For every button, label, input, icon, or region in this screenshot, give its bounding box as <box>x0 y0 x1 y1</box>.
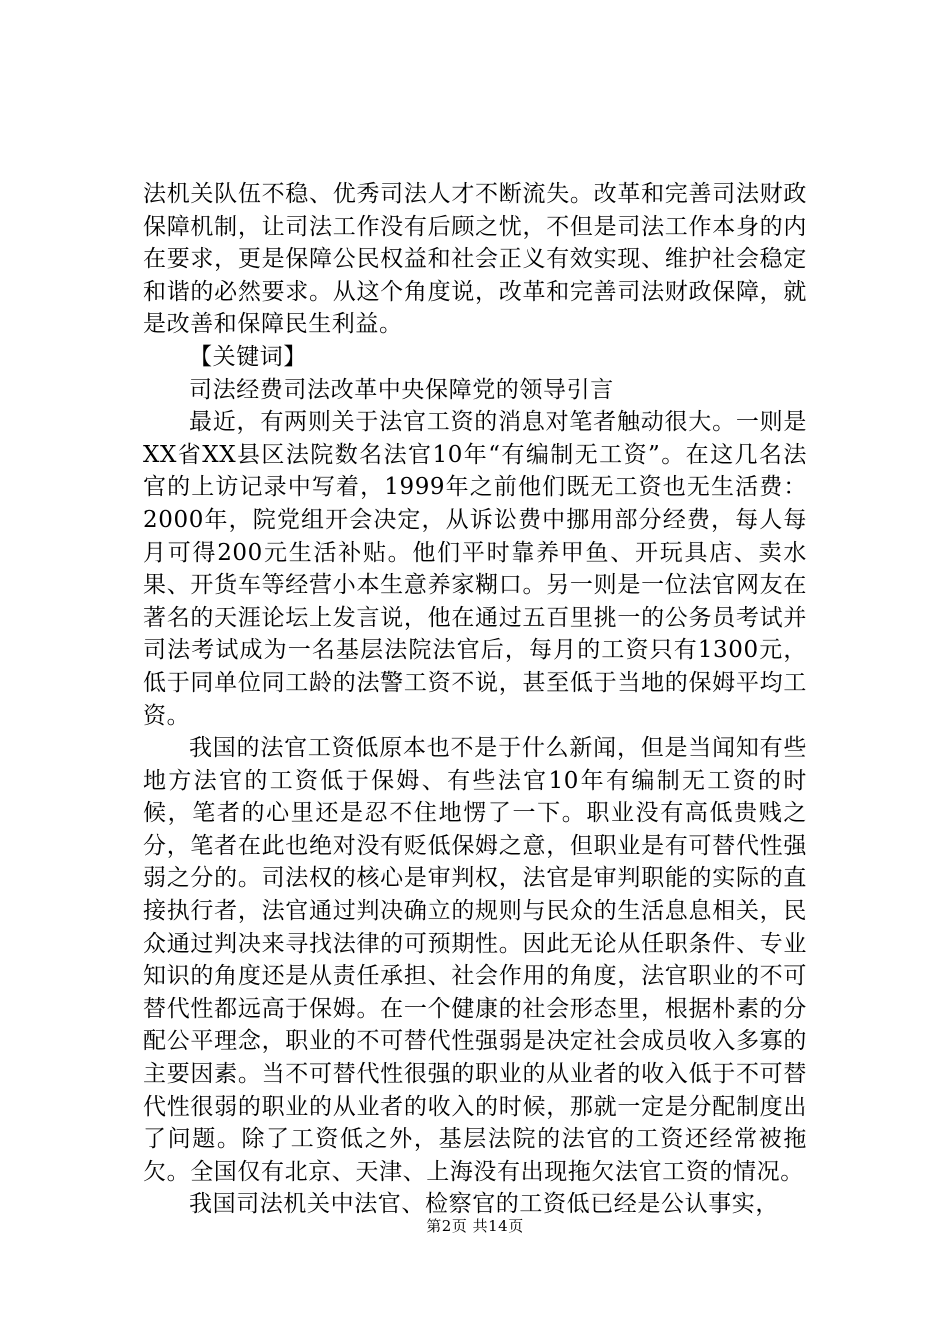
body-text <box>143 178 807 1221</box>
paragraph-closing: 我国司法机关中法官、检察官的工资低已经是公认事实， <box>189 1191 779 1218</box>
keywords-heading: 【关键词】 <box>189 343 307 370</box>
paragraph-intro: 最近，有两则关于法官工资的消息对笔者触动很大。一则是XX省XX县区法院数名法官10年“有编制无工资”。在这几名法官的上访记录中写着，1999年之前他们既无工资也无生活费：2000年，院党组开会决定，从诉讼费中挪用部分经费，每人每月可得200元生活补贴。他们平时靠养甲鱼、开玩具店、卖水果、开货车等经营小本生意养家糊口。另一则是一位法官网友在著名的天涯论坛上发言说，他在通过五百里挑一的公务员考试并司法考试成为一名基层法院法官后，每月的工资只有1300元，低于同单位同工龄的法警工资不说，甚至低于当地的保姆平均工资。 <box>143 409 807 729</box>
page-number: 第2页 共14页 <box>426 1217 524 1235</box>
paragraph-analysis: 我国的法官工资低原本也不是于什么新闻，但是当闻知有些地方法官的工资低于保姆、有些法官10年有编制无工资的时候，笔者的心里还是忍不住地愣了一下。职业没有高低贵贱之分，笔者在此也绝对没有贬低保姆之意，但职业是有可替代性强弱之分的。司法权的核心是审判权，法官是审判职能的实际的直接执行者，法官通过判决确立的规则与民众的生活息息相关，民众通过判决来寻找法律的可预期性。因此无论从任职条件、专业知识的角度还是从责任承担、社会作用的角度，法官职业的不可替代性都远高于保姆。在一个健康的社会形态里，根据朴素的分配公平理念，职业的不可替代性强弱是决定社会成员收入多寡的主要因素。当不可替代性很强的职业的从业者的收入低于不可替代性很弱的职业的从业者的收入的时候，那就一定是分配制度出了问题。除了工资低之外，基层法院的法官的工资还经常被拖欠。全国仅有北京、天津、上海没有出现拖欠法官工资的情况。 <box>143 735 807 1185</box>
paragraph-continuation: 法机关队伍不稳、优秀司法人才不断流失。改革和完善司法财政保障机制，让司法工作没有后顾之忧，不但是司法工作本身的内在要求，更是保障公民权益和社会正义有效实现、维护社会稳定和谐的必然要求。从这个角度说，改革和完善司法财政保障，就是改善和保障民生利益。 <box>143 181 807 338</box>
keywords-line: 司法经费司法改革中央保障党的领导引言 <box>189 376 614 403</box>
page-footer <box>0 1216 950 1236</box>
